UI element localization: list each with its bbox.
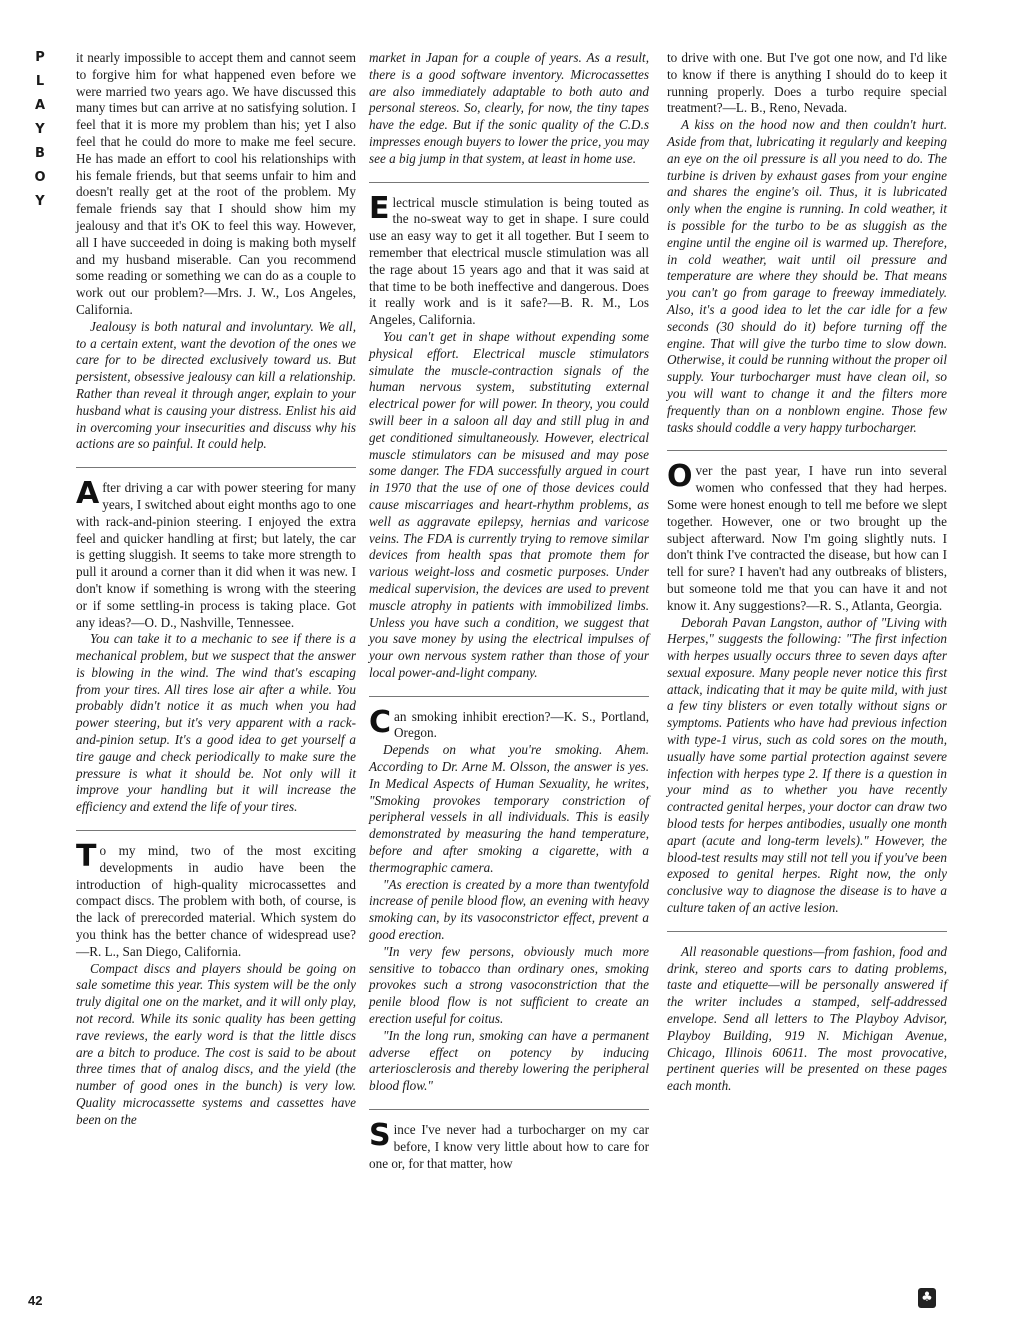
paragraph-text: Compact discs and players should be going on sale sometime this year. This system will be the only truly digital one on the market, and it will only play, not record. While its sonic quality has been getting rave reviews, the early word is that the little discs are a bitch to produce. The cost is said to be about three times that of analog discs, and the yield (the number of good ones in the bunch) is very low. Quality microcassette systems and cassettes have been on the: [76, 960, 356, 1127]
vertical-title-letter: L: [35, 74, 45, 89]
reader-question: [76, 839, 356, 961]
advisor-answer: [369, 944, 649, 1028]
advisor-answer: [667, 944, 947, 1095]
column-3: [667, 50, 947, 1095]
section-divider: [369, 696, 649, 697]
reader-question: [667, 459, 947, 614]
drop-cap: O: [667, 459, 693, 495]
paragraph-text: fter driving a car with power steering for many years, I switched about eight months ago to one with rack-and-pinion steering. I enjoyed the extra feel and quicker handling at first; but lately, the car is getting sluggish. It seems to take more strength to pull it around a corner than it did when it was new. I don't know if something is wrong with the steering or if some settling-in process is taking place. Got any ideas?—O. D., Nashville, Tennessee.: [76, 480, 356, 630]
drop-cap: A: [76, 476, 100, 512]
paragraph-text: market in Japan for a couple of years. As a result, there is a good software inventory. Microcassettes are also immediately adaptable to both auto and personal stereos. So, clearly, for now, the tiny tapes have the edge. But if the sonic quality of the C.D.s impresses enough buyers to lower the price, you may see a big jump in that system, at least in home use.: [369, 50, 649, 166]
section-divider: [76, 467, 356, 468]
column-1: [76, 50, 356, 1129]
reader-question: [76, 50, 356, 319]
paragraph-text: "In very few persons, obviously much more sensitive to tobacco than ordinary ones, smoking provokes such a strong vasoconstriction that the penile blood flow is not sufficient to create an erection useful for coitus.: [369, 943, 649, 1027]
paragraph-text: You can't get in shape without expending some physical effort. Electrical muscle stimulators simulate the muscle-contraction signals of the human nervous system, substituting external electrical power for will power. In theory, you could swill beer in a saloon all day and still plug in and get conditioned simultaneously. However, electrical muscle stimulators can be misused and may pose some danger. The FDA successfully argued in court in 1970 that the use of one of those devices could cause miscarriages and heart-rhythm problems, as well as aggravate epilepsy, hernias and varicose veins. The FDA is currently trying to remove similar devices from health spas that promote them for various weight-loss and cosmetic purposes. Under medical supervision, the devices are used to prevent muscle atrophy in patients with immobilized limbs. Unless you have such a condition, we suggest that you save money by using the electrical impulses of your own nervous system rather than those of your local power-and-light company.: [369, 328, 649, 680]
paragraph-text: an smoking inhibit erection?—K. S., Portland, Oregon.: [394, 708, 649, 741]
paragraph-text: to drive with one. But I've got one now, and I'd like to know if there is anything I should do to keep it running properly. Does a turbo require special treatment?—L. B., Reno, Nevada.: [667, 50, 947, 116]
vertical-title-letter: A: [34, 98, 46, 113]
reader-question: [369, 704, 649, 743]
advisor-answer: [369, 50, 649, 168]
reader-question: [667, 50, 947, 117]
reader-question: [369, 1118, 649, 1172]
paragraph-text: lectrical muscle stimulation is being touted as the no-sweat way to get in shape. I sure could use an easy way to get it all together. But I seem to remember that electrical muscle stimulation was all the rage about 15 years ago and that it was said at that time to be both ineffective and dangerous. Does it really work and is it safe?—B. R. M., Los Angeles, California.: [369, 194, 649, 328]
paragraph-text: "In the long run, smoking can have a permanent adverse effect on potency by inducing arteriosclerosis and thereby lowering the peripheral blood flow.": [369, 1027, 649, 1094]
bunny-logo-icon: ♣: [918, 1288, 936, 1308]
section-divider: [369, 182, 649, 183]
paragraph-text: o my mind, two of the most exciting developments in audio have been the introduction of high-quality microcassettes and compact discs. The problem with both, of course, is the lack of prerecorded material. Which system do you think has the better chance of widespread use?—R. L., San Diego, California.: [76, 843, 356, 959]
drop-cap: S: [369, 1118, 391, 1154]
advisor-answer: [369, 742, 649, 876]
paragraph-text: Depends on what you're smoking. Ahem. According to Dr. Arne M. Olsson, the answer is yes. In Medical Aspects of Human Sexuality, he writes, "Smoking provokes temporary constriction of peripheral vessels in all individuals. This is easily demonstrated by measuring the hand temperature, before and after smoking a cigarette, with a thermographic camera.: [369, 742, 649, 875]
paragraph-text: You can take it to a mechanic to see if there is a mechanical problem, but we suspect that the answer is blowing in the wind. The wind that's escaping from your tires. All tires lose air after a while. You probably didn't notice it as much when you had power steering, but it's very apparent with a rack-and-pinion setup. It's a good idea to get yourself a tire gauge and check periodically to make sure the pressure is what it should be. Not only will it improve your handling but it will increase the efficiency and extend the life of your tires.: [76, 631, 356, 815]
vertical-title-letter: B: [35, 146, 45, 161]
paragraph-text: ince I've never had a turbocharger on my car before, I know very little about how to care for one or, for that matter, how: [369, 1122, 649, 1171]
advisor-answer: [369, 329, 649, 682]
drop-cap: T: [76, 839, 97, 875]
reader-question: [369, 190, 649, 329]
paragraph-text: All reasonable questions—from fashion, food and drink, stereo and sports cars to dating problems, taste and etiquette—will be personally answered if the writer includes a stamped, self-addressed envelope. Send all letters to The Playboy Advisor, Playboy Building, 919 N. Michigan Avenue, Chicago, Illinois 60611. The most provocative, pertinent queries will be presented on these pages each month.: [667, 943, 947, 1094]
paragraph-text: it nearly impossible to accept them and cannot seem to forgive him for what happened even before we were married two years ago. We have discussed this many times but can arrive at no satisfying solution. I feel that it is more my problem than his; yet I also feel that he could do more to make me feel secure. He has made an effort to cool his relationships with his female friends, but that seems unfair to him and doesn't really get at the root of the problem. My female friends say that I should show him my jealousy and that it's OK to feel this way. However, all I have succeeded in doing is making both myself and my husband miserable. Can you recommend some reading or something we can do as a couple to work out our problem?—Mrs. J. W., Los Angeles, California.: [76, 50, 356, 317]
vertical-title-letter: Y: [35, 122, 45, 137]
advisor-answer: [667, 117, 947, 436]
paragraph-text: Deborah Pavan Langston, author of "Living with Herpes," suggests the following: "The first infection with herpes usually occurs three to seven days after sexual exposure. Many people never notice this first attack, indicating that it may be quite mild, with just a few tiny blisters or even totally without signs or symptoms. Patients who have had previous infection with type-1 virus, such as cold sores on the mouth, usually have some partial protection against severe infection with herpes type 2. If there is a question in your mind as to whether you have recently contracted genital herpes, your doctor can draw two blood tests for herpes antibodies, usually one month apart (acute and long-term levels)." However, the blood-test results may still not tell you if you've been exposed to genital herpes. Right now, the only conclusive way to diagnose the disease is to have a culture taken of an active lesion.: [667, 614, 947, 916]
advisor-answer: [369, 1028, 649, 1095]
drop-cap: C: [369, 704, 392, 740]
section-divider: [369, 1109, 649, 1110]
advisor-answer: [667, 615, 947, 917]
drop-cap: E: [369, 190, 390, 226]
paragraph-text: Jealousy is both natural and involuntary. We all, to a certain extent, want the devotion of the ones we care for to be directed exclusively toward us. But persistent, obsessive jealousy can kill a relationship. Rather than reveal it through anger, explain to your husband what is causing your distress. Enlist his aid in overcoming your insecurities and discuss why his actions are so painful. It could help.: [76, 318, 356, 452]
vertical-title-letter: Y: [35, 194, 45, 209]
paragraph-text: "As erection is created by a more than twentyfold increase of penile blood flow, an evening with heavy smoking can, by its vasoconstrictor effect, prevent a good erection.: [369, 876, 649, 943]
section-divider: [667, 450, 947, 451]
section-divider: [667, 931, 947, 932]
reader-question: [76, 476, 356, 631]
vertical-title-letter: P: [35, 50, 45, 65]
column-2: [369, 50, 649, 1172]
advisor-answer: [76, 319, 356, 453]
section-divider: [76, 830, 356, 831]
page-number: 42: [28, 1293, 43, 1308]
paragraph-text: ver the past year, I have run into several women who confessed that they had herpes. Some were honest enough to tell me before we slept together. However, one or two brought up the subject afterward. Now I'm going slightly nuts. I don't think I've contracted the disease, but how can I tell for sure? I haven't had any outbreaks of blisters, but someone told me that you can have it and not know it. Any suggestions?—R. S., Atlanta, Georgia.: [667, 463, 947, 613]
advisor-answer: [369, 877, 649, 944]
vertical-magazine-title: [30, 46, 50, 214]
advisor-answer: [76, 961, 356, 1129]
advisor-answer: [76, 631, 356, 816]
paragraph-text: A kiss on the hood now and then couldn't hurt. Aside from that, lubricating it regularly and keeping an eye on the oil pressure is all you need to do. The turbine is driven by exhaust gases from your engine and shares the engine's oil. Thus, it is lubricated only when the engine is running. In cold weather, it is possible for the turbo to be as sluggish as the engine until the engine oil is warmed up. Therefore, in cold weather, wait until oil pressure and temperature are where they should be. That means you can't go from garage to freeway immediately. Also, it's a good idea to let the car idle for a few seconds (30 should do it) before turning off the engine. That will give the turbo time to slow down. Otherwise, it could be running without the proper oil supply. Your turbocharger must have clean oil, so you will want to change it and the filters more frequently than on a nonblown engine. Those few tasks should coddle a very happy turbocharger.: [667, 117, 947, 435]
vertical-title-letter: O: [34, 170, 46, 185]
